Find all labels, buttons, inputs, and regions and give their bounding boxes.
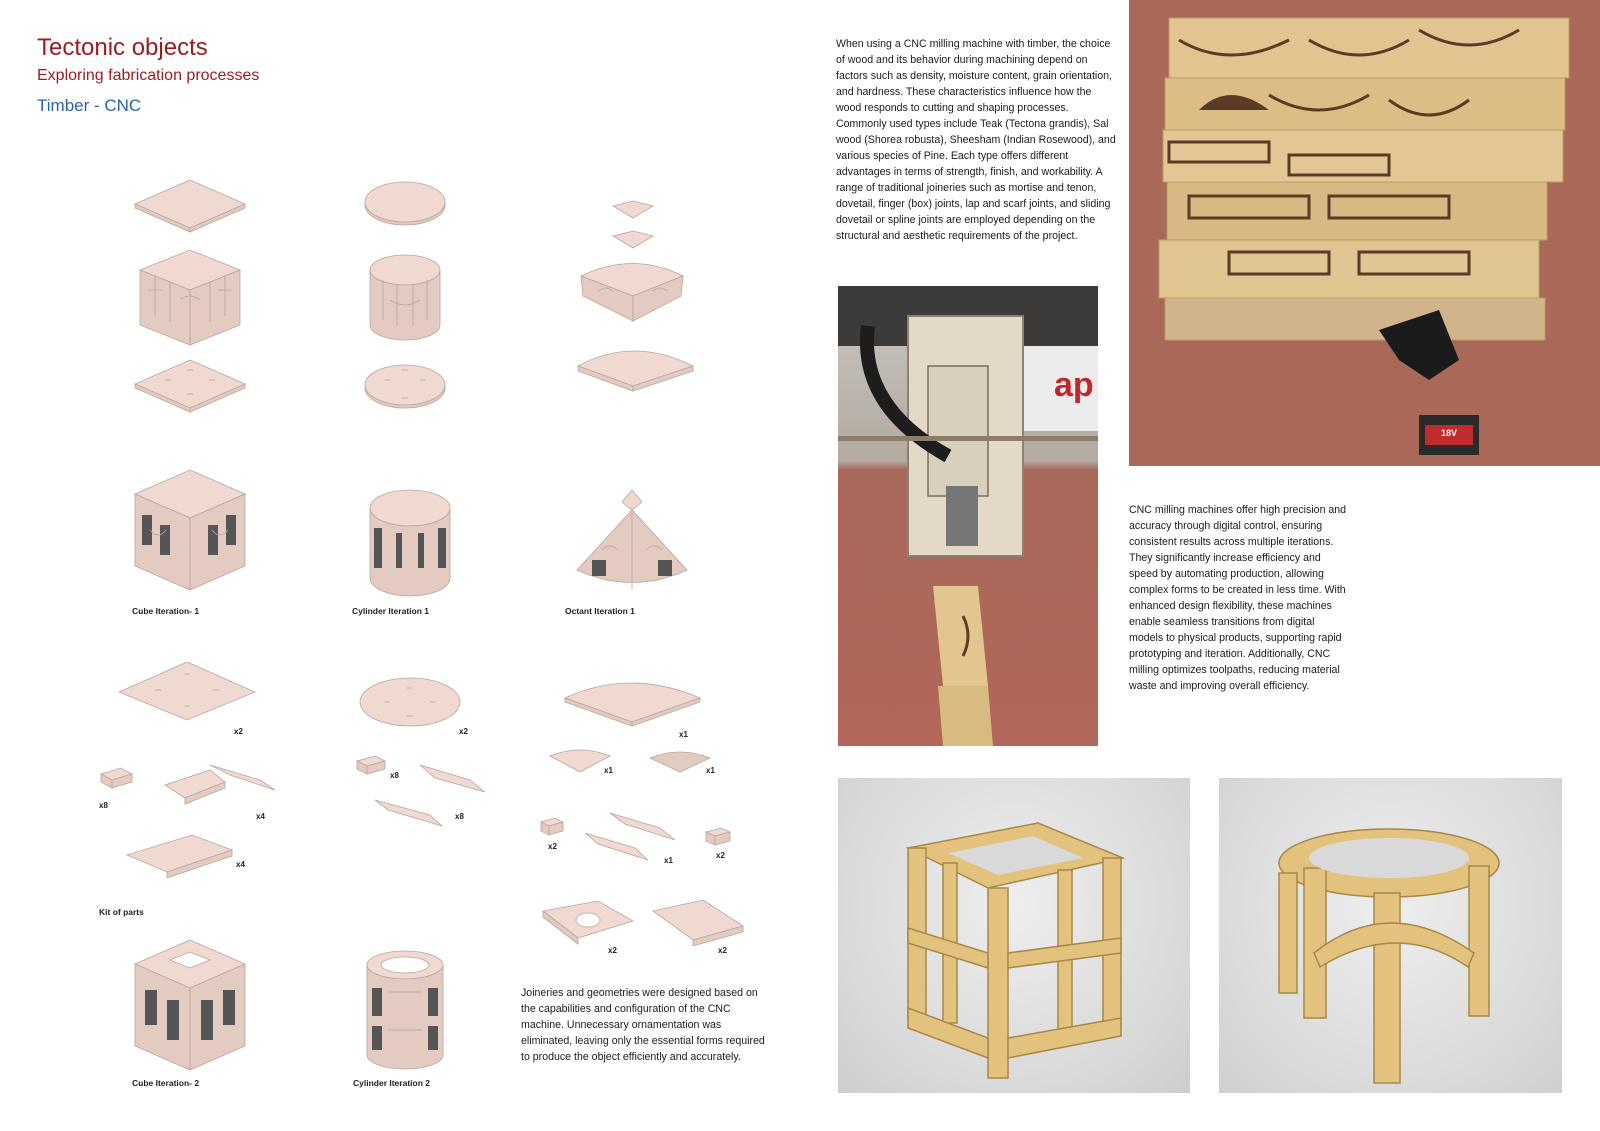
octant-kit-arms xyxy=(580,808,690,868)
qty-oct-small-b: x1 xyxy=(706,766,715,775)
wood-paragraph: When using a CNC milling machine with timber, the choice of wood and its behavior during machining depend on factors such as density, moisture content, grain orientation, and hardness. These characteristics influence how the wood responds to cutting and shaping processes. Commonly used types include Teak (Tectona grandis), Sal wood (Shorea robusta), Sheesham (Indian Rosewood), and various species of Pine. Each type offers different advantages in terms of strength, finish, and workability. A range of traditional joineries such as mortise and tenon, dovetail, finger (box) joints, lap and scarf joints, and sliding dovetail or spline joints are employed depending on the structural and aesthetic requirements of the project. xyxy=(836,38,1116,242)
octant-assembled-drawing xyxy=(572,490,692,602)
cube-kit-arms xyxy=(160,760,285,820)
cube-kit-small-block xyxy=(96,766,136,790)
cylinder-kit-plate xyxy=(355,676,465,732)
cube-model-photo xyxy=(838,778,1190,1093)
label-cube-iteration-2: Cube Iteration- 2 xyxy=(132,1078,200,1088)
qty-oct-block-b: x2 xyxy=(716,851,725,860)
machine-logo-text: ap xyxy=(1054,366,1094,404)
cylinder-model-photo xyxy=(1219,778,1562,1093)
qty-oct-shell-b: x2 xyxy=(718,946,727,955)
page-title: Tectonic objects xyxy=(37,34,208,61)
qty-cube-small: x8 xyxy=(99,801,108,810)
joinery-paragraph: Joineries and geometries were designed based on the capabilities and configuration of the CNC machine. Unnecessary ornamentation was eliminated, leaving only the essential forms required to produce the object efficiently and accurately. xyxy=(521,987,765,1063)
qty-oct-block-a: x2 xyxy=(548,842,557,851)
qty-cube-arm-b: x4 xyxy=(236,860,245,869)
cylinder-assembled-drawing xyxy=(360,488,460,598)
cube-assembled-drawing xyxy=(120,470,260,600)
cnc-paragraph: CNC milling machines offer high precision and accuracy through digital control, ensuring consistent results across multiple iterations. They significantly increase efficiency and speed by automating production, allowing complex forms to be created in less time. With enhanced design flexibility, these machines enable seamless transitions from digital models to physical products, supporting rapid prototyping and iteration. Additionally, CNC milling optimizes toolpaths, reducing material waste and improving overall efficiency. xyxy=(1129,504,1347,692)
cnc-cut-boards-photo xyxy=(1129,0,1600,466)
octant-kit-plate xyxy=(560,678,705,728)
octant-kit-block-a xyxy=(538,816,566,838)
cylinder-kit-arms xyxy=(370,760,495,832)
qty-oct-small-a: x1 xyxy=(604,766,613,775)
label-octant-iteration-1: Octant Iteration 1 xyxy=(565,606,635,616)
cylinder-iteration-2-drawing xyxy=(360,950,450,1075)
qty-cyl-plate: x2 xyxy=(459,727,468,736)
octant-exploded-drawing xyxy=(573,196,713,426)
octant-kit-shell-b xyxy=(648,896,748,946)
qty-oct-shell-a: x2 xyxy=(608,946,617,955)
qty-oct-plate: x1 xyxy=(679,730,688,739)
cube-iteration-2-drawing xyxy=(125,940,255,1076)
label-kit-of-parts: Kit of parts xyxy=(99,907,144,917)
qty-cube-arm-a: x4 xyxy=(256,812,265,821)
section-title: Timber - CNC xyxy=(37,96,142,115)
cube-exploded-drawing xyxy=(120,180,260,440)
qty-cyl-arm: x8 xyxy=(455,812,464,821)
cylinder-exploded-drawing xyxy=(345,180,465,440)
qty-cyl-small: x8 xyxy=(390,771,399,780)
octant-kit-block-b xyxy=(703,826,733,848)
label-cube-iteration-1: Cube Iteration- 1 xyxy=(132,606,200,616)
qty-oct-arm: x1 xyxy=(664,856,673,865)
cnc-machine-photo xyxy=(838,286,1098,746)
cube-kit-plate xyxy=(115,662,260,722)
page-subtitle: Exploring fabrication processes xyxy=(37,67,260,84)
battery-label: 18V xyxy=(1441,428,1458,438)
octant-kit-shell-a xyxy=(538,896,638,946)
label-cylinder-iteration-2: Cylinder Iteration 2 xyxy=(353,1078,430,1088)
octant-kit-small-b xyxy=(648,748,714,776)
cube-kit-long-arm xyxy=(122,830,242,880)
qty-cube-plate: x2 xyxy=(234,727,243,736)
label-cylinder-iteration-1: Cylinder Iteration 1 xyxy=(352,606,429,616)
